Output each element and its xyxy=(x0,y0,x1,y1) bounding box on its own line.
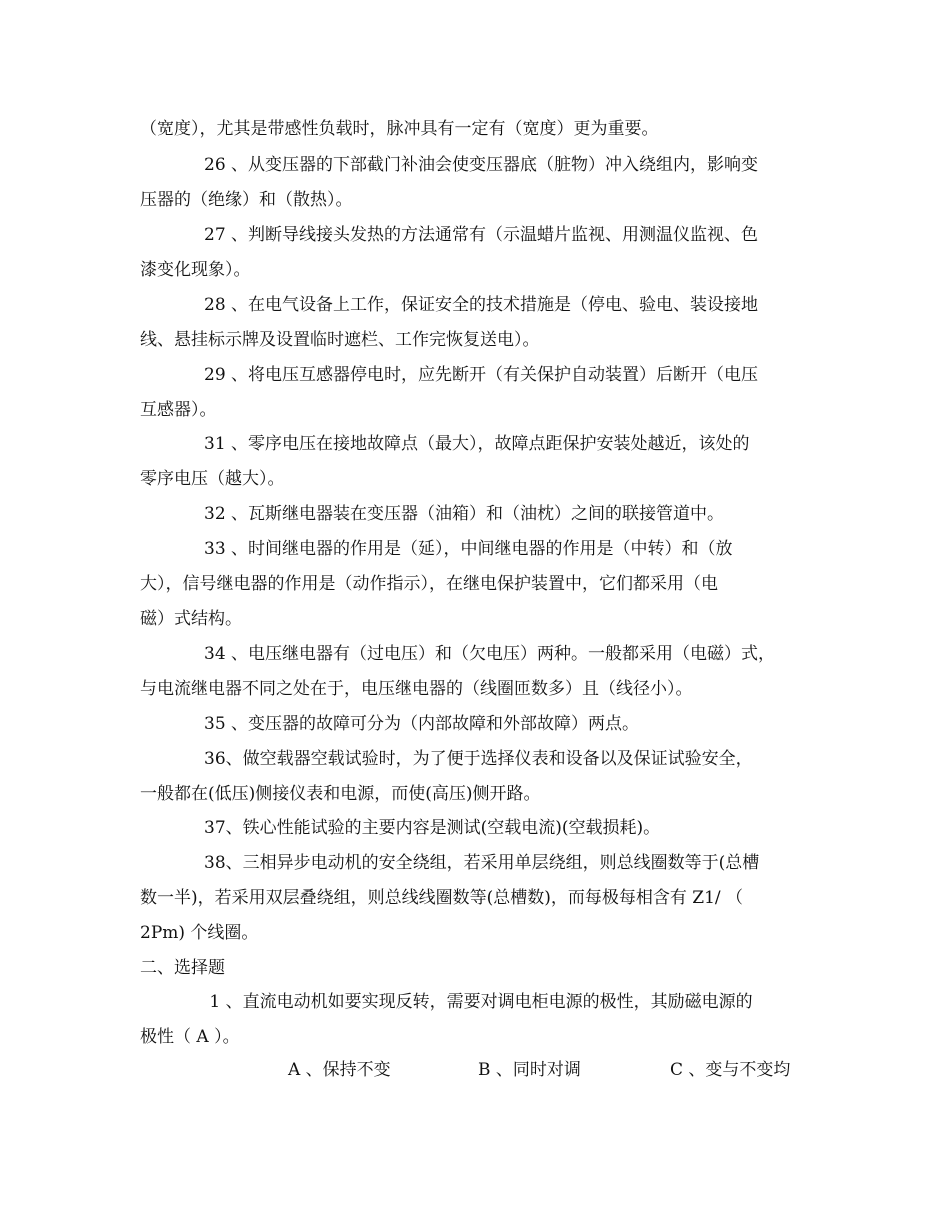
item-37-line-1: 37、铁心性能试验的主要内容是测试(空载电流)(空载损耗)。 xyxy=(204,818,661,838)
section-heading: 二、选择题 xyxy=(140,958,225,978)
item-33-line-3: 磁）式结构。 xyxy=(140,609,242,629)
option-c: C 、变与不变均 xyxy=(670,1060,791,1080)
item-26-line-2: 压器的（绝缘）和（散热）。 xyxy=(140,190,353,210)
item-38-line-1: 38、三相异步电动机的安全绕组，若采用单层绕组，则总线圈数等于(总槽 xyxy=(204,853,760,873)
item-34-line-2: 与电流继电器不同之处在于，电压继电器的（线圈匝数多）且（线径小）。 xyxy=(140,679,693,699)
item-34-line-1: 34 、电压继电器有（过电压）和（欠电压）两种。一般都采用（电磁）式， xyxy=(204,644,776,664)
item-31-line-2: 零序电压（越大）。 xyxy=(140,469,285,489)
item-36-line-2: 一般都在(低压)侧接仪表和电源，而使(高压)侧开路。 xyxy=(140,784,541,804)
item-29-line-1: 29 、将电压互感器停电时，应先断开（有关保护自动装置）后断开（电压 xyxy=(204,365,759,385)
item-36-line-1: 36、做空载器空载试验时，为了便于选择仪表和设备以及保证试验安全， xyxy=(204,749,753,769)
question-1-line-1: 1 、直流电动机如要实现反转，需要对调电柜电源的极性，其励磁电源的 xyxy=(204,992,753,1012)
question-1-line-2: 极性（ A ）。 xyxy=(140,1027,240,1047)
item-38-line-2: 数一半)，若采用双层叠绕组，则总线线圈数等(总槽数)，而每极每相含有 Z1/ （ xyxy=(140,888,744,908)
item-33-line-1: 33 、时间继电器的作用是（延），中间继电器的作用是（中转）和（放 xyxy=(204,539,733,559)
item-28-line-2: 线、悬挂标示牌及设置临时遮栏、工作完恢复送电）。 xyxy=(140,330,540,350)
item-27-line-1: 27 、判断导线接头发热的方法通常有（示温蜡片监视、用测温仪监视、色 xyxy=(204,225,759,245)
item-38-line-3: 2Pm) 个线圈。 xyxy=(140,923,259,943)
option-b: B 、同时对调 xyxy=(478,1060,581,1080)
text-line: （宽度），尤其是带感性负载时，脉冲具有一定有（宽度）更为重要。 xyxy=(140,119,659,139)
item-27-line-2: 漆变化现象）。 xyxy=(140,260,251,280)
item-26-line-1: 26 、从变压器的下部截门补油会使变压器底（脏物）冲入绕组内，影响变 xyxy=(204,155,759,175)
item-32-line-1: 32 、瓦斯继电器装在变压器（油箱）和（油枕）之间的联接管道中。 xyxy=(204,504,725,524)
item-35-line-1: 35 、变压器的故障可分为（内部故障和外部故障）两点。 xyxy=(204,714,640,734)
answer-options xyxy=(288,1060,888,1082)
option-a: A 、保持不变 xyxy=(288,1060,391,1080)
item-28-line-1: 28 、在电气设备上工作，保证安全的技术措施是（停电、验电、装设接地 xyxy=(204,295,759,315)
item-31-line-1: 31 、零序电压在接地故障点（最大），故障点距保护安装处越近，该处的 xyxy=(204,434,750,454)
item-29-line-2: 互感器）。 xyxy=(140,400,217,420)
item-33-line-2: 大），信号继电器的作用是（动作指示），在继电保护装置中，它们都采用（电 xyxy=(140,574,718,594)
